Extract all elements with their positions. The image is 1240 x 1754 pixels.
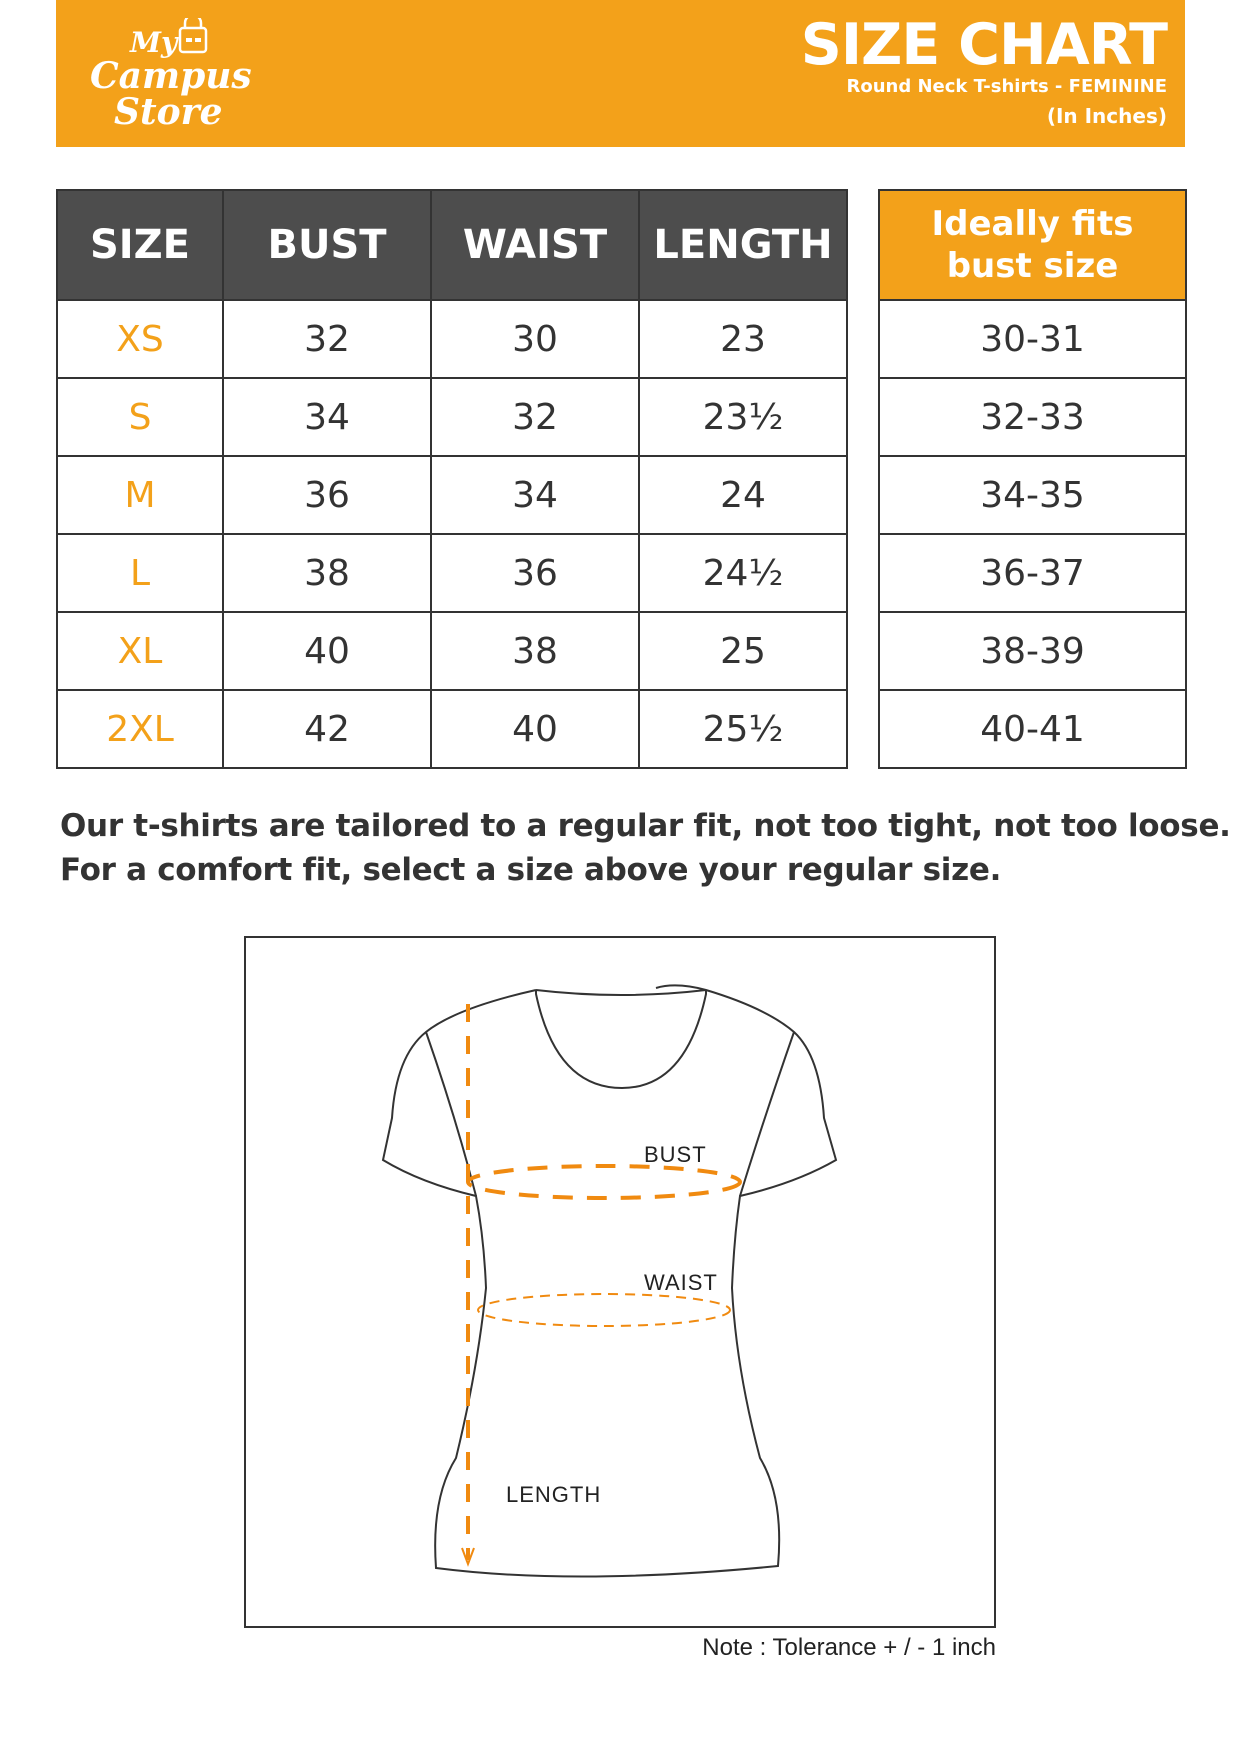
table-row <box>879 300 1186 378</box>
fit-header-line-2: bust size <box>946 246 1119 286</box>
fit-range-cell: 36-37 <box>879 534 1186 612</box>
table-row <box>57 612 847 690</box>
brand-logo <box>76 18 256 133</box>
svg-text:Store: Store <box>114 91 223 133</box>
waist-label: WAIST <box>644 1270 718 1295</box>
page-title: SIZE CHART <box>800 12 1167 78</box>
fit-range-cell: 40-41 <box>879 690 1186 768</box>
length-cell: 24½ <box>639 534 847 612</box>
table-row <box>879 456 1186 534</box>
fit-range-cell: 38-39 <box>879 612 1186 690</box>
header-banner <box>56 0 1185 147</box>
units-label: (In Inches) <box>1046 104 1167 128</box>
size-table-header-row <box>57 190 847 300</box>
table-row <box>879 690 1186 768</box>
fit-note-line-2: For a comfort fit, select a size above your regular size. <box>60 852 1002 888</box>
length-cell: 25½ <box>639 690 847 768</box>
table-row <box>57 690 847 768</box>
size-cell: S <box>57 378 223 456</box>
fit-range-cell: 34-35 <box>879 456 1186 534</box>
fit-table <box>878 189 1187 769</box>
size-cell: 2XL <box>57 690 223 768</box>
size-cell: L <box>57 534 223 612</box>
table-row <box>57 456 847 534</box>
tshirt-outline-icon <box>246 938 994 1626</box>
fit-column-header <box>879 190 1186 300</box>
bust-cell: 36 <box>223 456 431 534</box>
waist-cell: 30 <box>431 300 639 378</box>
column-header-length: LENGTH <box>639 190 847 300</box>
fit-note <box>60 804 1231 892</box>
length-label: LENGTH <box>506 1482 602 1507</box>
measurement-diagram <box>244 936 996 1628</box>
fit-note-line-1: Our t-shirts are tailored to a regular fit, not too tight, not too loose. <box>60 808 1231 844</box>
waist-cell: 36 <box>431 534 639 612</box>
fit-range-cell: 32-33 <box>879 378 1186 456</box>
length-cell: 23½ <box>639 378 847 456</box>
length-cell: 23 <box>639 300 847 378</box>
page-subtitle: Round Neck T-shirts - FEMININE <box>846 76 1167 97</box>
bust-cell: 38 <box>223 534 431 612</box>
bust-label: BUST <box>644 1142 707 1167</box>
bust-cell: 42 <box>223 690 431 768</box>
size-table <box>56 189 848 769</box>
table-row <box>879 378 1186 456</box>
bust-cell: 34 <box>223 378 431 456</box>
size-cell: XS <box>57 300 223 378</box>
table-row <box>57 378 847 456</box>
column-header-bust: BUST <box>223 190 431 300</box>
fit-header-line-1: Ideally fits <box>931 204 1134 244</box>
bust-cell: 32 <box>223 300 431 378</box>
table-row <box>879 534 1186 612</box>
bust-cell: 40 <box>223 612 431 690</box>
waist-cell: 38 <box>431 612 639 690</box>
svg-text:Campus: Campus <box>90 55 252 97</box>
tolerance-note: Note : Tolerance + / - 1 inch <box>702 1634 996 1661</box>
size-cell: M <box>57 456 223 534</box>
table-row <box>879 612 1186 690</box>
campus-store-logo-icon <box>76 18 256 133</box>
table-row <box>57 300 847 378</box>
waist-cell: 40 <box>431 690 639 768</box>
waist-cell: 32 <box>431 378 639 456</box>
fit-range-cell: 30-31 <box>879 300 1186 378</box>
size-cell: XL <box>57 612 223 690</box>
fit-table-header-row <box>879 190 1186 300</box>
table-row <box>57 534 847 612</box>
column-header-size: SIZE <box>57 190 223 300</box>
waist-cell: 34 <box>431 456 639 534</box>
length-cell: 24 <box>639 456 847 534</box>
svg-text:My: My <box>130 26 178 59</box>
column-header-waist: WAIST <box>431 190 639 300</box>
length-cell: 25 <box>639 612 847 690</box>
